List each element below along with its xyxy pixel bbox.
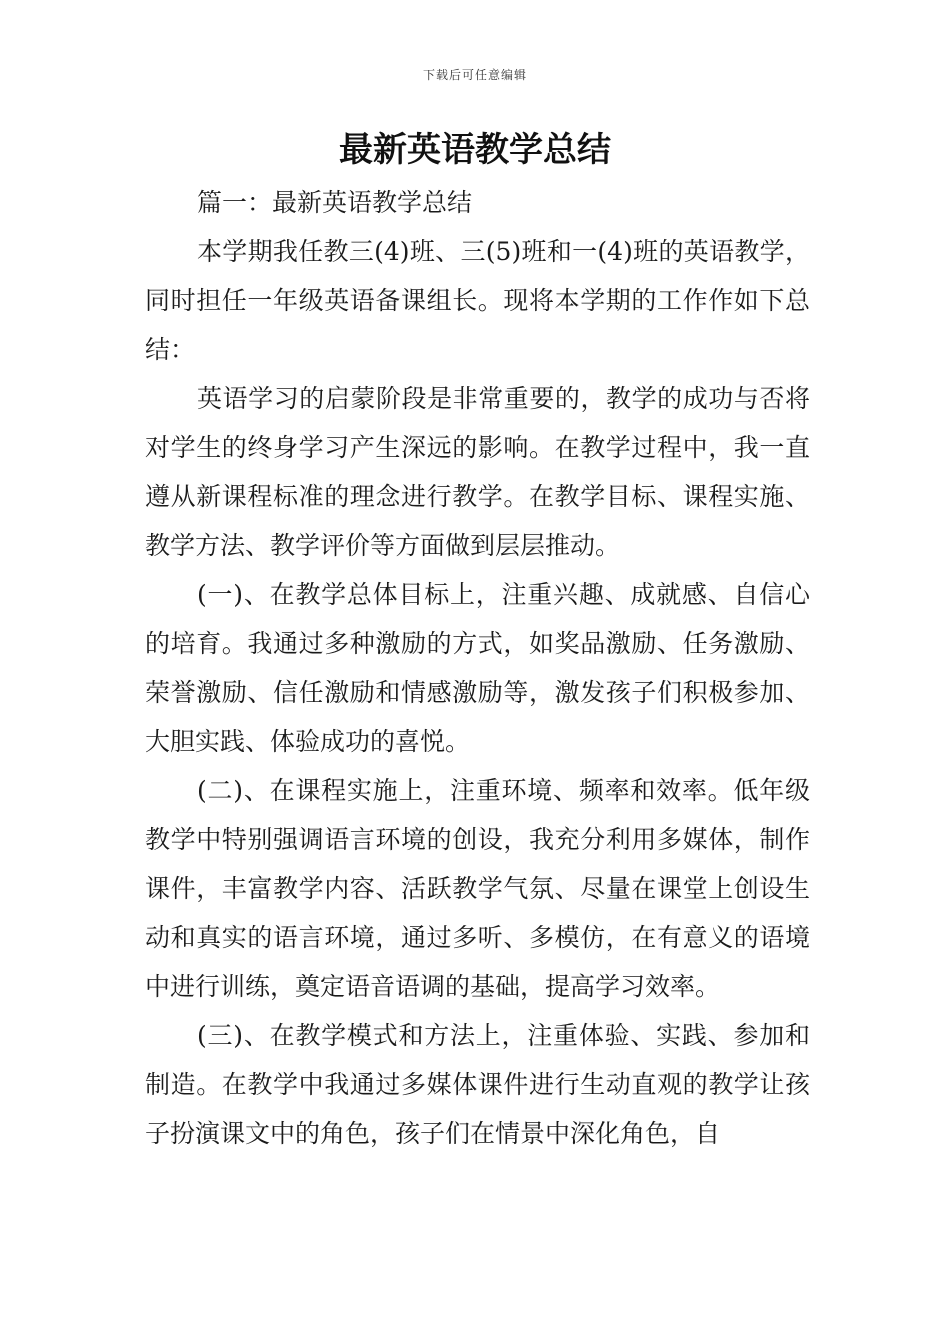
document-body	[145, 178, 810, 1158]
paragraph-implementation: (二)、在课程实施上，注重环境、频率和效率。低年级教学中特别强调语言环境的创设，我充分利用多媒体，制作课件，丰富教学内容、活跃教学气氛、尽量在课堂上创设生动和真实的语言环境，通过多听、多模仿，在有意义的语境中进行训练，奠定语音语调的基础，提高学习效率。	[145, 776, 810, 1001]
paragraph-intro: 本学期我任教三(4)班、三(5)班和一(4)班的英语教学，同时担任一年级英语备课组长。现将本学期的工作作如下总结：	[145, 237, 810, 364]
paragraph-methods: (三)、在教学模式和方法上，注重体验、实践、参加和制造。在教学中我通过多媒体课件进行生动直观的教学让孩子扮演课文中的角色，孩子们在情景中深化角色，自	[145, 1021, 810, 1148]
header-note: 下载后可任意编辑	[422, 68, 527, 82]
paragraph-goals: (一)、在教学总体目标上，注重兴趣、成就感、自信心的培育。我通过多种激励的方式，如奖品激励、任务激励、荣誉激励、信任激励和情感激励等，激发孩子们积极参加、大胆实践、体验成功的喜悦。	[145, 580, 810, 756]
paragraph-importance: 英语学习的启蒙阶段是非常重要的，教学的成功与否将对学生的终身学习产生深远的影响。在教学过程中，我一直遵从新课程标准的理念进行教学。在教学目标、课程实施、教学方法、教学评价等方面做到层层推动。	[145, 384, 810, 560]
document-subtitle: 篇一：最新英语教学总结	[197, 188, 473, 217]
document-title: 最新英语教学总结	[339, 130, 611, 170]
